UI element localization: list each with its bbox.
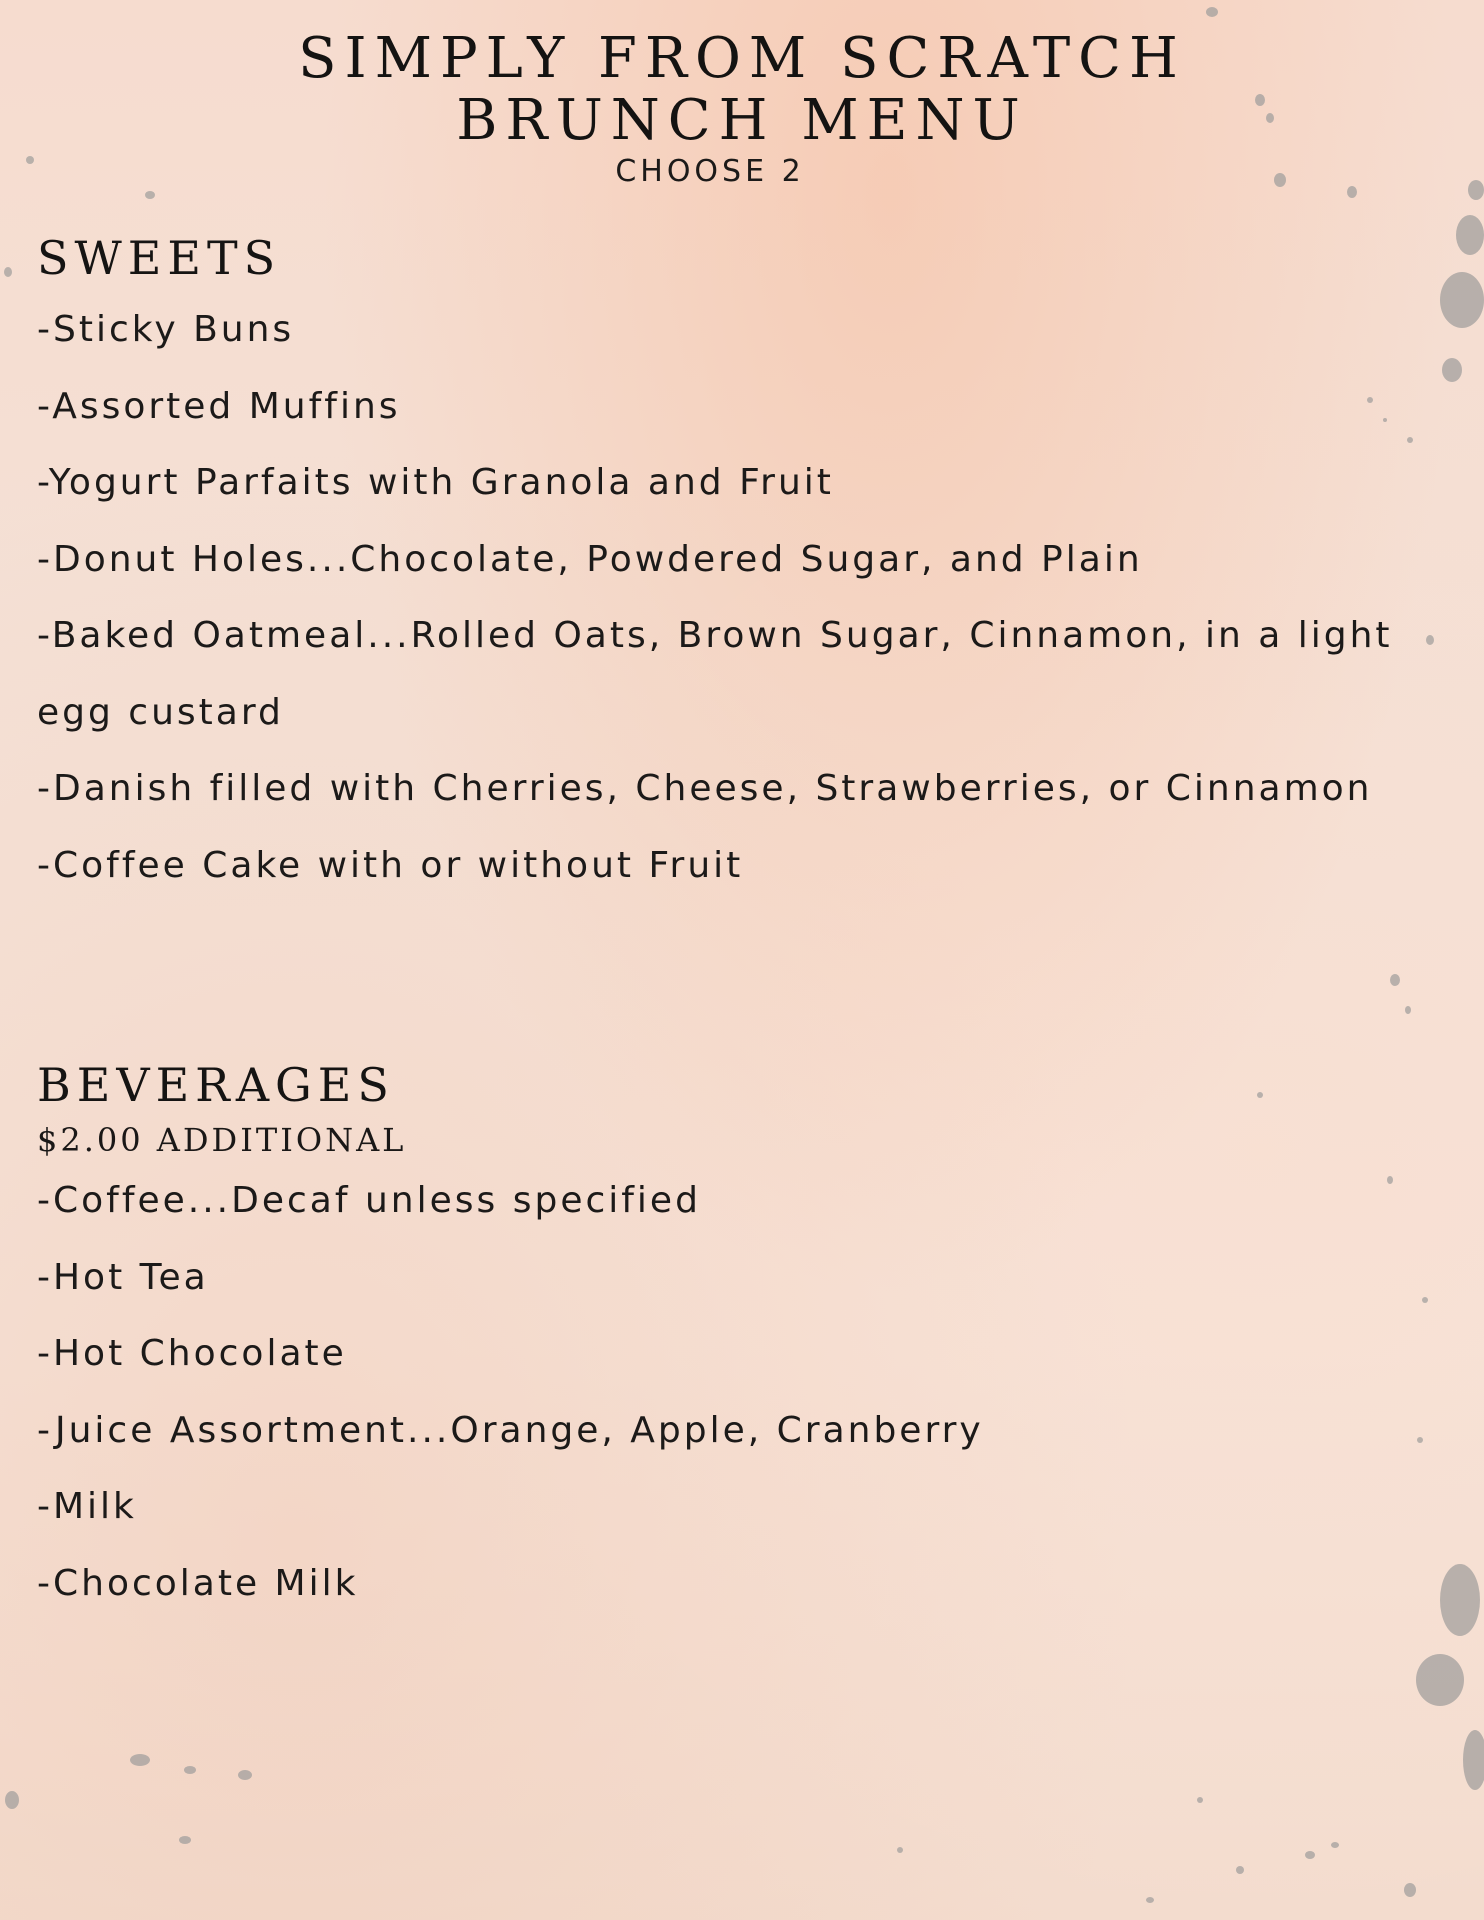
- beverages-list: [37, 1163, 1437, 1622]
- menu-subtitle: CHOOSE 2: [615, 154, 805, 189]
- title-line-1: SIMPLY FROM SCRATCH: [298, 26, 1186, 91]
- list-item: -Hot Chocolate: [37, 1333, 347, 1374]
- title-line-2: BRUNCH MENU: [456, 88, 1028, 153]
- list-item: -Juice Assortment...Orange, Apple, Cranberry: [37, 1409, 984, 1451]
- list-item: -Coffee Cake with or without Fruit: [37, 844, 744, 886]
- list-item: -Danish filled with Cherries, Cheese, Strawberries, or Cinnamon: [37, 768, 1373, 809]
- beverages-heading: BEVERAGES: [37, 1058, 395, 1112]
- list-item: -Assorted Muffins: [37, 385, 401, 427]
- list-item: -Baked Oatmeal...Rolled Oats, Brown Sugar, Cinnamon, in a light: [37, 615, 1393, 656]
- list-item: -Yogurt Parfaits with Granola and Fruit: [37, 462, 834, 503]
- sweets-list: [37, 292, 1437, 904]
- menu-title: [0, 28, 1484, 152]
- beverages-section: [37, 1053, 1437, 1622]
- sweets-heading: SWEETS: [37, 231, 282, 285]
- list-item: -Coffee...Decaf unless specified: [37, 1180, 701, 1221]
- list-item: egg custard: [37, 691, 284, 733]
- menu-header: [0, 28, 1484, 189]
- list-item: -Chocolate Milk: [37, 1562, 359, 1604]
- list-item: -Hot Tea: [37, 1256, 209, 1298]
- list-item: -Milk: [37, 1486, 137, 1527]
- list-item: -Sticky Buns: [37, 309, 295, 350]
- list-item: -Donut Holes...Chocolate, Powdered Sugar, and Plain: [37, 538, 1143, 580]
- beverages-price-note: $2.00 ADDITIONAL: [37, 1121, 407, 1159]
- sweets-section: [37, 226, 1437, 904]
